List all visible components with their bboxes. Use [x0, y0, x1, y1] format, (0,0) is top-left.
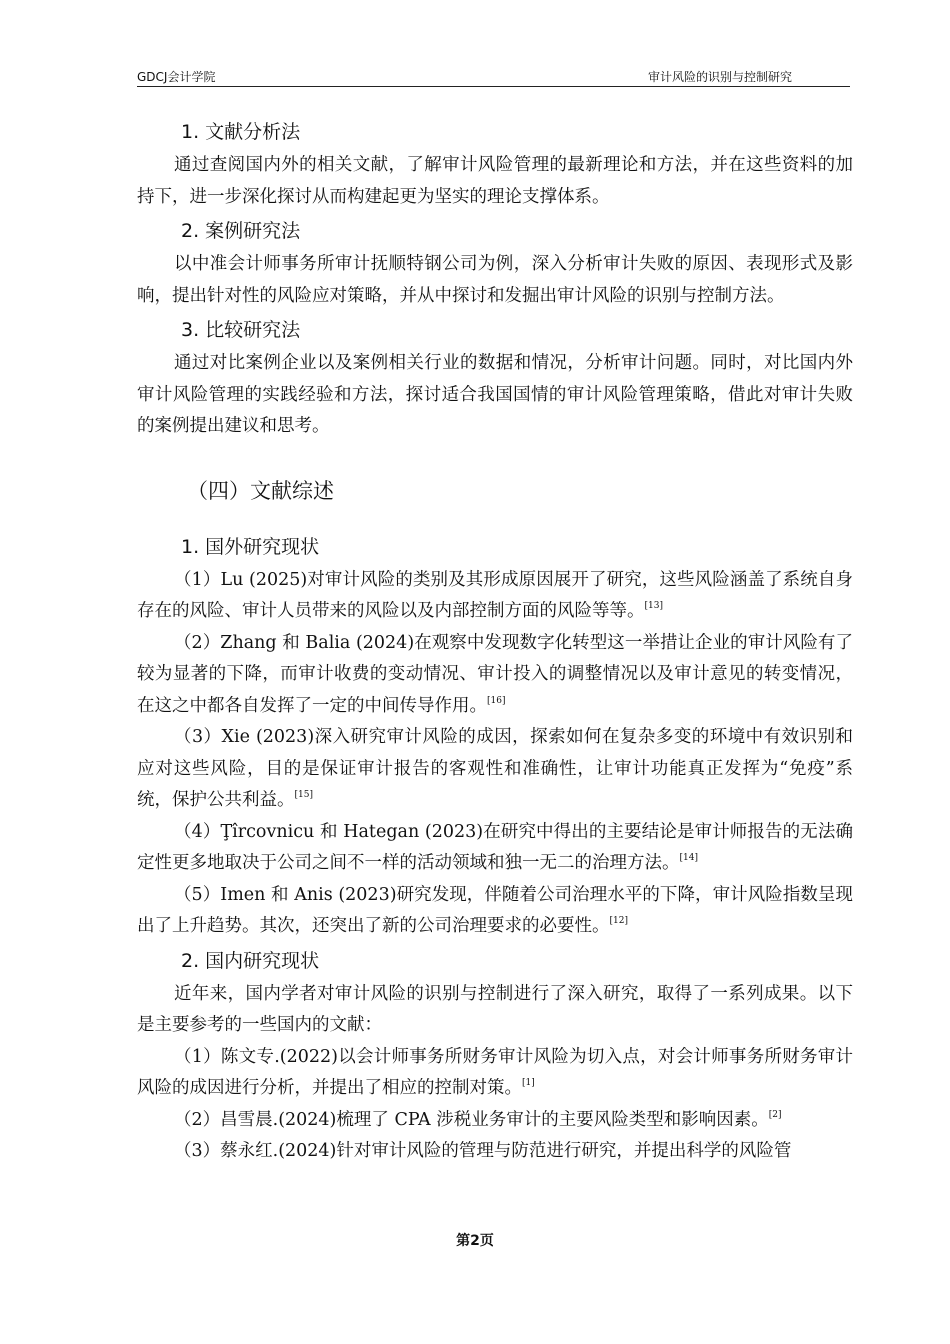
section-title-literature-review: （四）文献综述	[187, 478, 334, 503]
method-text-comparison: 通过对比案例企业以及案例相关行业的数据和情况，分析审计问题。同时，对比国内外审计风险管理的实践经验和方法，探讨适合我国国情的审计风险管理策略，借此对审计失败的案例提出建议和思考。	[137, 353, 853, 436]
method-text-literature: 通过查阅国内外的相关文献，了解审计风险管理的最新理论和方法，并在这些资料的加持下，进一步深化探讨从而构建起更为坚实的理论支撑体系。	[137, 155, 853, 207]
domestic-research-heading: 2. 国内研究现状	[181, 949, 320, 972]
citation-ref: [15]	[294, 790, 313, 800]
domestic-intro: 近年来，国内学者对审计风险的识别与控制进行了深入研究，取得了一系列成果。以下是主要参考的一些国内的文献：	[137, 983, 853, 1035]
citation-ref: [14]	[679, 853, 698, 863]
page-header	[137, 66, 850, 87]
header-paper-title: 审计风险的识别与控制研究	[647, 70, 792, 84]
method-heading-comparison: 3. 比较研究法	[181, 319, 301, 341]
citation-ref: [2]	[768, 1109, 782, 1120]
header-institution: GDCJ会计学院	[137, 70, 216, 84]
domestic-item: （1）陈文专.(2022)以会计师事务所财务审计风险为切入点，对会计师事务所财务审计风险的成因进行分析，并提出了相应的控制对策。[1]	[137, 1046, 853, 1098]
foreign-item: （3）Xie (2023)深入研究审计风险的成因，探索如何在复杂多变的环境中有效识别和应对这些风险，目的是保证审计报告的客观性和准确性，让审计功能真正发挥为“免疫”系统，保护公共利益。[15]	[137, 727, 853, 810]
method-heading-case: 2. 案例研究法	[181, 220, 301, 242]
foreign-item: （2）Zhang 和 Balia (2024)在观察中发现数字化转型这一举措让企业的审计风险有了较为显著的下降，而审计收费的变动情况、审计投入的调整情况以及审计意见的转变情况，在这之中都各自发挥了一定的中间传导作用。[16]	[137, 632, 853, 716]
foreign-item: （4）Ţîrcovnicu 和 Hategan (2023)在研究中得出的主要结论是审计师报告的无法确定性更多地取决于公司之间不一样的活动领域和独一无二的治理方法。[14]	[137, 821, 853, 873]
citation-ref: [12]	[609, 916, 628, 926]
foreign-research-heading: 1. 国外研究现状	[181, 535, 320, 558]
domestic-item: （3）蔡永红.(2024)针对审计风险的管理与防范进行研究，并提出科学的风险管	[174, 1141, 792, 1161]
foreign-item: （5）Imen 和 Anis (2023)研究发现，伴随着公司治理水平的下降，审计风险指数呈现出了上升趋势。其次，还突出了新的公司治理要求的必要性。[12]	[137, 884, 853, 936]
citation-ref: [13]	[644, 601, 663, 611]
citation-ref: [16]	[487, 695, 506, 706]
domestic-item: （2）昌雪晨.(2024)梳理了 CPA 涉税业务审计的主要风险类型和影响因素。[2]	[174, 1109, 782, 1130]
page-number: 第2页	[456, 1233, 494, 1249]
method-text-case: 以中准会计师事务所审计抚顺特钢公司为例，深入分析审计失败的原因、表现形式及影响，提出针对性的风险应对策略，并从中探讨和发掘出审计风险的识别与控制方法。	[137, 254, 853, 306]
foreign-item: （1）Lu (2025)对审计风险的类别及其形成原因展开了研究，这些风险涵盖了系统自身存在的风险、审计人员带来的风险以及内部控制方面的风险等等。[13]	[137, 569, 853, 621]
page-body	[137, 114, 853, 1168]
method-heading-literature: 1. 文献分析法	[181, 121, 301, 143]
citation-ref: [1]	[522, 1078, 535, 1088]
